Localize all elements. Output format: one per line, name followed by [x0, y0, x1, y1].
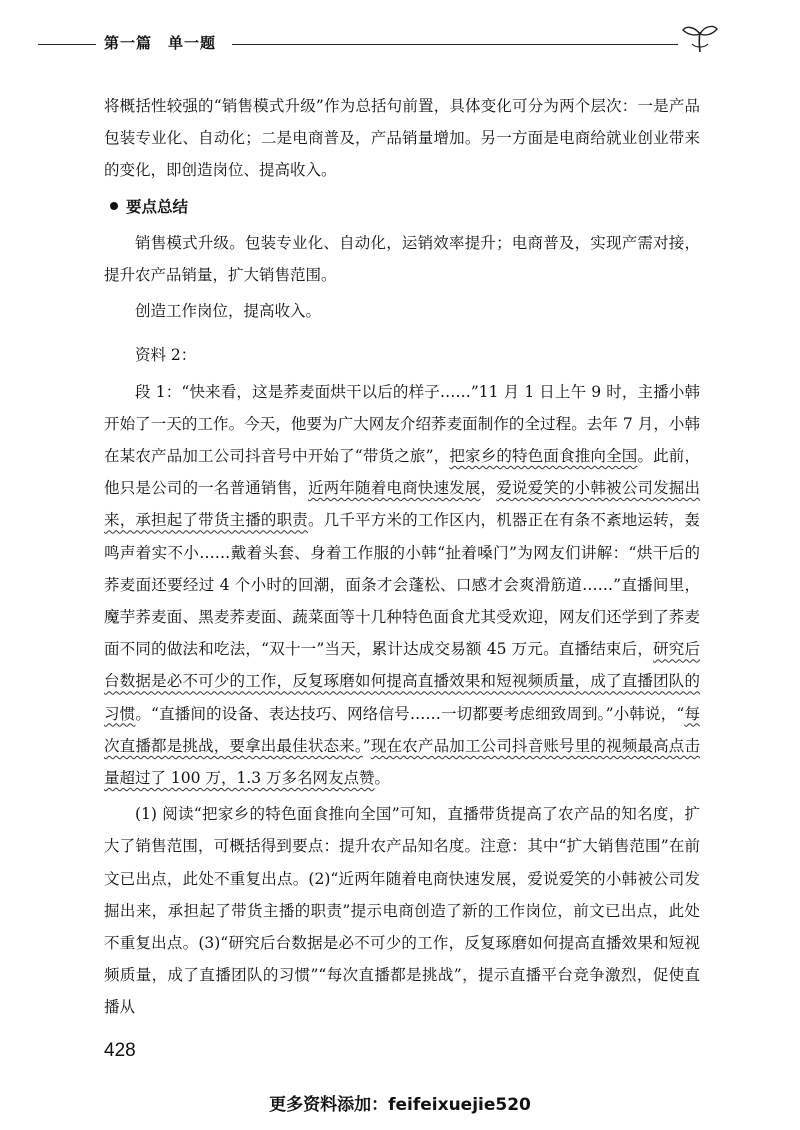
material-text: 。“直播间的设备、表达技巧、网络信号……一切都要考虑细致周到。”小韩说，“ — [135, 704, 685, 723]
running-header — [0, 28, 800, 58]
summary-point-1: 销售模式升级。包装专业化、自动化，运销效率提升；电商普及，实现产需对接，提升农产品销量，扩大销售范围。 — [104, 233, 700, 285]
underlined-phrase: 现在农产品加工公司抖音账号里的视频最高点击量超过了 100 万，1.3 万多名网友点赞 — [104, 736, 700, 788]
intro-paragraph: 将概括性较强的“销售模式升级”作为总括句前置，具体变化可分为两个层次：一是产品包装专业化、自动化；二是电商普及，产品销量增加。另一方面是电商给就业创业带来的变化，即创造岗位、提高收入。 — [104, 97, 700, 180]
summary-heading — [104, 191, 700, 223]
sprout-icon — [680, 22, 720, 56]
material-text: 。 — [374, 769, 391, 788]
bullet-icon — [110, 202, 118, 210]
summary-heading-text: 要点总结 — [126, 196, 189, 216]
material-paragraph — [104, 376, 700, 795]
underlined-phrase: 爱说爱笑的小韩被公司发掘出来，承担起了带货主播的职责 — [104, 479, 700, 530]
material-text: 。几千平方米的工作区内，机器正在有条不紊地运转，轰鸣声着实不小……戴着头套、身着工作服的小韩“扯着嗓门”为网友们讲解：“烘干后的荞麦面还要经过 4 个小时的回潮，面条才会蓬松、口感才会爽滑筋道……”直播间里，魔芋荞麦面、黑麦荞麦面、蔬菜面等十几种特色面食尤其受欢迎，网友们还学到了荞麦面不同的做法和吃法，“双十一”当天，累计达成交易额 45 万元。直播结束后， — [104, 511, 700, 659]
page-number: 428 — [104, 1040, 136, 1061]
material-text: 。此前，他只是公司的一名普通销售， — [104, 447, 700, 498]
header-title: 第一篇 单一题 — [104, 34, 217, 52]
underlined-phrase: 每次直播都是挑战，要拿出最佳状态来。 — [104, 704, 700, 755]
header-rule-left — [38, 44, 96, 45]
analysis-paragraph: (1) 阅读“把家乡的特色面食推向全国”可知，直播带货提高了农产品的知名度，扩大了销售范围，可概括得到要点：提升农产品知名度。注意：其中“扩大销售范围”在前文已出点，此处不重复出点。(2)“近两年随着电商快速发展，爱说爱笑的小韩被公司发掘出来，承担起了带货主播的职责”提示电商创造了新的工作岗位，前文已出点，此处不重复出点。(3)“研究后台数据是必不可少的工作，反复琢磨如何提高直播效果和短视频质量，成了直播团队的习惯”“每次直播都是挑战”，提示直播平台竞争激烈，促使直播从 — [104, 805, 700, 1017]
header-rule-right — [232, 44, 678, 45]
material-label: 资料 2： — [135, 346, 197, 365]
page-body — [104, 90, 700, 1024]
summary-point-2: 创造工作岗位，提高收入。 — [135, 302, 322, 321]
material-text: ” — [362, 736, 371, 755]
underlined-phrase: 研究后台数据是必不可少的工作，反复琢磨如何提高直播效果和短视频质量，成了直播团队的习惯 — [104, 640, 700, 723]
underlined-phrase: 把家乡的特色面食推向全国 — [449, 447, 638, 466]
underlined-phrase: 近两年随着电商快速发展 — [307, 479, 481, 498]
material-text: 段 1：“快来看，这是荞麦面烘干以后的样子……”11 月 1 日上午 9 时，主播小韩开始了一天的工作。今天，他要为广大网友介绍荞麦面制作的全过程。去年 7 月，小韩在某农产品加工公司抖音号中开始了“带货之旅”， — [104, 382, 700, 466]
footer-note: 更多资料添加：feifeixuejie520 — [269, 1095, 531, 1115]
material-text: ， — [480, 479, 497, 498]
